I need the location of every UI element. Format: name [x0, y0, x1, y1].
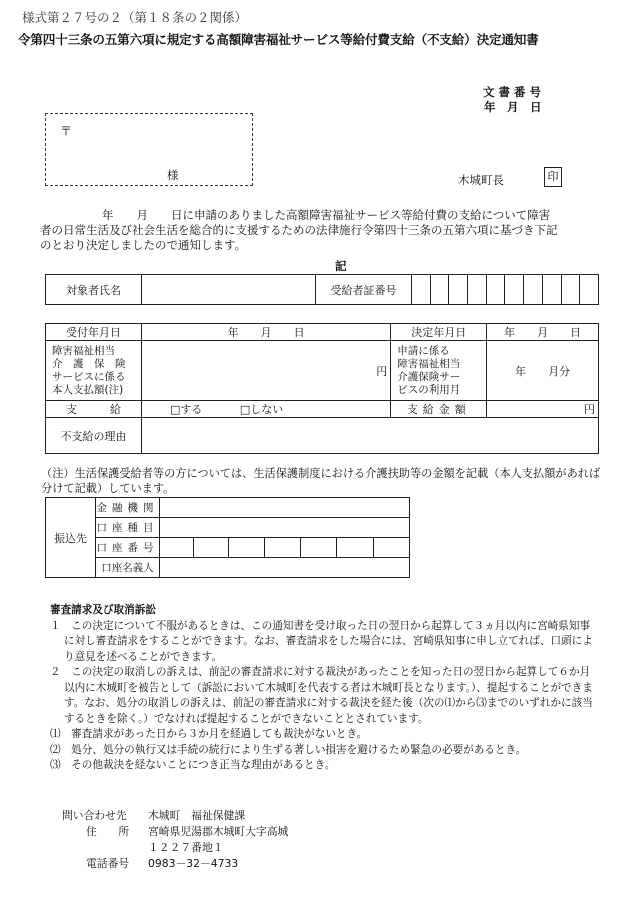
decided-date[interactable]: 年 月 日 — [487, 324, 599, 341]
name-label: 対象者氏名 — [46, 275, 142, 305]
appeal-item-3: ⑶ その他裁決を経ないことにつき正当な理由があるとき。 — [50, 759, 336, 771]
appeal-paragraph-2: ２ この決定の取消しの訴えは、前記の審査請求に対する裁決があったことを知った日の翌日から起算して６か月以内に木城町を被告として（訴訟において木城町を代表する者は木城町長となります。）、提起することができます。なお、処分の取消しの訴えは、前記の審査請求に対する裁決を経た後（次の⑴から⑶までのいずれかに該当するときを除く。）でなければ提起することができないこととされています。 — [50, 666, 593, 725]
amount-label: 支給金額 — [391, 401, 487, 418]
usage-month-label-3: 介護保険サー — [397, 370, 461, 383]
cert-digit[interactable] — [505, 275, 524, 305]
ki-heading: 記 — [335, 259, 347, 273]
cert-digit[interactable] — [412, 275, 431, 305]
yen-unit: 円 — [376, 364, 388, 378]
body-line-2: 者の日常生活及び社会生活を総合的に支援するための法律施行令第四十三条の五第六項に基づき下記 — [40, 223, 558, 237]
amount-paid-label-2: 介 護 保 険 — [52, 357, 126, 370]
address-line-1: 宮崎県児湯郡木城町大字高城 — [148, 825, 289, 838]
bank-section-label: 振込先 — [46, 498, 96, 578]
institution-field[interactable] — [160, 498, 410, 518]
account-digit[interactable] — [264, 538, 300, 558]
institution-label: 金融機関 — [96, 498, 160, 518]
body-line-3: のとおり決定しましたので通知します。 — [40, 238, 247, 252]
postal-mark: 〒 — [60, 124, 73, 138]
holder-label: 口座名義人 — [96, 558, 160, 578]
usage-month-label-4: ビスの利用月 — [397, 383, 461, 396]
account-digit[interactable] — [373, 538, 409, 558]
honorific: 様 — [167, 168, 179, 182]
cert-digit[interactable] — [486, 275, 505, 305]
body-line-1: 年 月 日に申請のありました高額障害福祉サービス等給付費の支給について障害 — [102, 208, 551, 222]
form-label: 様式第２７号の２（第１８条の２関係） — [22, 10, 248, 25]
seal-box: 印 — [544, 167, 562, 187]
amount-yen-unit: 円 — [584, 403, 595, 416]
cert-digit[interactable] — [430, 275, 449, 305]
amount-paid-field[interactable] — [142, 341, 391, 401]
received-date[interactable]: 年 月 日 — [142, 324, 391, 341]
account-digit[interactable] — [228, 538, 264, 558]
contact-org: 木城町 福祉保健課 — [148, 809, 246, 822]
account-type-label: 口座種目 — [96, 518, 160, 538]
phone-number: 0983－32－4733 — [148, 857, 239, 870]
amount-paid-label — [46, 341, 142, 401]
document-number-label: 文書番号 — [483, 85, 545, 99]
amount-field[interactable] — [487, 401, 599, 418]
cert-digit[interactable] — [580, 275, 599, 305]
payment-options — [142, 401, 391, 418]
issue-date: 年 月 日 — [484, 100, 542, 114]
issuer-name: 木城町長 — [458, 173, 504, 187]
appeal-item-1: ⑴ 審査請求があった日から３か月を経過しても裁決がないとき。 — [50, 728, 368, 740]
appeal-section — [50, 603, 600, 774]
usage-month-label-1: 申請に係る — [397, 344, 450, 357]
account-digit[interactable] — [194, 538, 228, 558]
reason-label: 不支給の理由 — [46, 418, 142, 454]
decided-label: 決定年月日 — [391, 324, 487, 341]
appeal-paragraph-1: １ この決定について不服があるときは、この通知書を受け取った日の翌日から起算して３ヵ月以内に宮崎県知事に対し審査請求をすることができます。なお、審査請求をした場合には、宮崎県知事に申し立てれば、口頭により意見を述べることができます。 — [50, 619, 593, 663]
amount-paid-label-1: 障害福祉相当 — [52, 344, 115, 357]
contact-label: 問い合わせ先 — [62, 809, 127, 822]
phone-label: 電話番号 — [86, 857, 130, 870]
cert-digit[interactable] — [561, 275, 580, 305]
reason-field[interactable] — [142, 418, 599, 454]
name-field[interactable] — [142, 275, 316, 305]
cert-label: 受給者証番号 — [316, 275, 412, 305]
payment-label: 支 給 — [46, 401, 142, 418]
appeal-item-2: ⑵ 処分、処分の執行又は手続の続行により生ずる著しい損害を避けるため緊急の必要があるとき。 — [50, 743, 527, 756]
pay-no-checkbox[interactable]: □しない — [239, 403, 284, 416]
amount-paid-label-4: 本人支払額(注) — [52, 383, 124, 396]
account-digit[interactable] — [301, 538, 337, 558]
account-digit[interactable] — [160, 538, 194, 558]
holder-field[interactable] — [160, 558, 410, 578]
received-label: 受付年月日 — [46, 324, 142, 341]
address-label: 住 所 — [86, 825, 130, 838]
decision-table — [45, 323, 599, 454]
amount-paid-label-3: サービスに係る — [52, 370, 126, 383]
bank-table — [45, 497, 410, 578]
pay-yes-checkbox[interactable]: □する — [170, 403, 203, 416]
usage-month-label-2: 障害福祉相当 — [397, 357, 461, 370]
cert-digit[interactable] — [449, 275, 468, 305]
usage-month-label — [391, 341, 487, 401]
document-title: 令第四十三条の五第六項に規定する高額障害福祉サービス等給付費支給（不支給）決定通知書 — [18, 32, 539, 47]
contact-section — [62, 808, 288, 872]
cert-digit[interactable] — [542, 275, 561, 305]
recipient-table — [45, 274, 599, 305]
account-digit[interactable] — [337, 538, 373, 558]
address-line-2: １２２７番地１ — [148, 841, 224, 854]
cert-digit[interactable] — [524, 275, 543, 305]
address-box — [45, 113, 253, 186]
note-text: （注）生活保護受給者等の方については、生活保護制度における介護扶助等の金額を記載（本人支払額があれば分けて記載）しています。 — [41, 467, 601, 495]
appeal-heading: 審査請求及び取消訴訟 — [50, 604, 156, 616]
account-type-field[interactable] — [160, 518, 410, 538]
account-number-label: 口座番号 — [96, 538, 160, 558]
body-text — [40, 208, 585, 253]
cert-digit[interactable] — [468, 275, 487, 305]
usage-month-field[interactable]: 年 月分 — [487, 341, 599, 401]
